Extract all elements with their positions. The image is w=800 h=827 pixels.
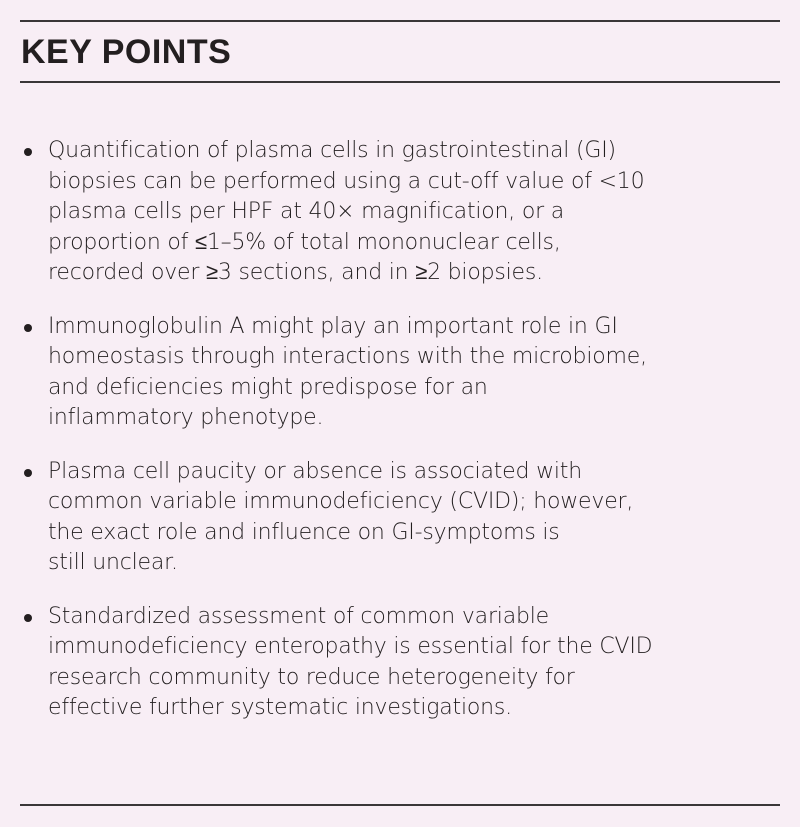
text-line: inflammatory phenotype. xyxy=(48,405,324,430)
section-title: KEY POINTS xyxy=(21,33,232,71)
text-line: Plasma cell paucity or absence is associated with xyxy=(48,458,582,484)
text-line: and deficiencies might predispose for an xyxy=(48,374,488,400)
text-line: the exact role and influence on GI-symptoms is xyxy=(48,519,560,545)
text-line: Immunoglobulin A might play an important role in GI xyxy=(48,313,618,339)
text-line: plasma cells per HPF at 40× magnification, or a xyxy=(48,199,565,224)
text-line: effective further systematic investigations. xyxy=(48,695,512,720)
bottom-divider xyxy=(20,804,780,806)
text-line: common variable immunodeficiency (CVID); however, xyxy=(48,489,634,514)
bullet-icon xyxy=(24,469,32,477)
text-line: homeostasis through interactions with the microbiome, xyxy=(48,344,647,369)
text-line: proportion of ≤1–5% of total mononuclear cells, xyxy=(48,229,561,255)
text-line: biopsies can be performed using a cut-off value of <10 xyxy=(48,168,645,194)
key-point xyxy=(0,136,652,289)
text-line: immunodeficiency enteropathy is essential for the CVID xyxy=(48,634,653,659)
title-divider xyxy=(20,81,780,83)
text-line: Quantification of plasma cells in gastrointestinal (GI) xyxy=(48,138,616,163)
key-point xyxy=(0,312,652,434)
text-line: Standardized assessment of common variable xyxy=(48,603,549,629)
key-point xyxy=(0,457,652,579)
key-point xyxy=(0,602,652,724)
key-points-list xyxy=(0,136,652,747)
text-line: research community to reduce heterogeneity for xyxy=(48,664,575,690)
top-divider xyxy=(20,20,780,22)
bullet-icon xyxy=(24,614,32,622)
text-line: recorded over ≥3 sections, and in ≥2 biopsies. xyxy=(48,260,543,285)
bullet-icon xyxy=(24,148,32,156)
bullet-icon xyxy=(24,324,32,332)
text-line: still unclear. xyxy=(48,550,178,575)
